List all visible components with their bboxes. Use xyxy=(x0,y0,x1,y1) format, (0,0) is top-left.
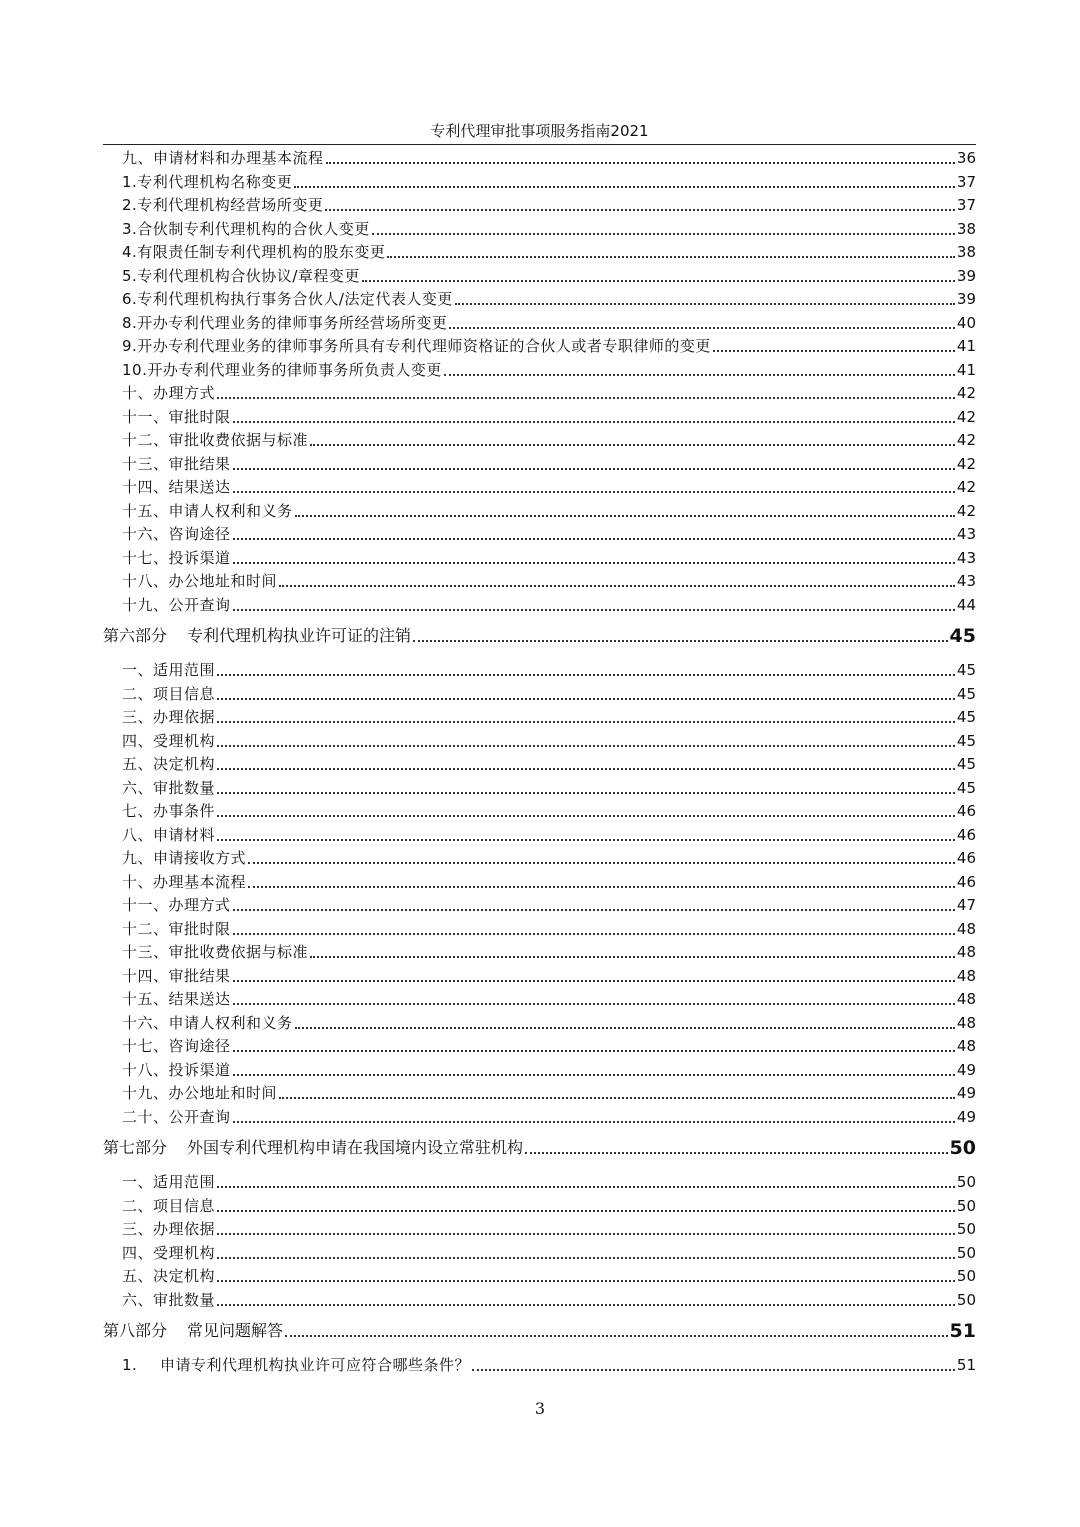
toc-entry[interactable] xyxy=(122,1060,976,1080)
toc-entry[interactable] xyxy=(122,289,976,309)
toc-entry-title: 十三、审批收费依据与标准 xyxy=(122,943,309,961)
toc-page-number: 51 xyxy=(956,1356,976,1374)
toc-entry[interactable] xyxy=(122,1290,976,1310)
toc-dot-leader xyxy=(217,674,955,676)
toc-dot-leader xyxy=(387,256,955,258)
toc-entry-title: 五、决定机构 xyxy=(122,755,216,773)
toc-page-number: 50 xyxy=(956,1196,976,1215)
toc-entry-title: 十、办理方式 xyxy=(122,384,216,402)
toc-entry[interactable] xyxy=(122,966,976,986)
toc-entry[interactable] xyxy=(122,707,976,727)
toc-dot-leader xyxy=(233,421,955,423)
toc-page-number: 45 xyxy=(956,661,976,679)
toc-page-number: 49 xyxy=(956,1060,976,1079)
toc-dot-leader xyxy=(372,233,955,235)
toc-part-heading[interactable] xyxy=(103,626,976,646)
toc-dot-leader xyxy=(233,1121,955,1123)
toc-dot-leader xyxy=(217,839,955,841)
toc-entry-title: 十七、投诉渠道 xyxy=(122,548,231,567)
toc-dot-leader xyxy=(217,1210,955,1212)
toc-page-number: 48 xyxy=(956,990,976,1008)
toc-entry-title: 四、受理机构 xyxy=(122,731,216,750)
toc-dot-leader xyxy=(248,862,955,864)
header-rule xyxy=(103,144,976,145)
toc-entry[interactable] xyxy=(122,571,976,591)
toc-entry[interactable] xyxy=(122,1107,976,1127)
toc-entry-title: 五、决定机构 xyxy=(122,1267,216,1285)
toc-page-number: 45 xyxy=(956,684,976,703)
toc-entry-title: 十九、办公地址和时间 xyxy=(122,1084,278,1102)
toc-page-number: 39 xyxy=(956,266,976,285)
toc-entry[interactable] xyxy=(122,1013,976,1033)
toc-dot-leader xyxy=(279,585,955,587)
toc-entry-title: 六、审批数量 xyxy=(122,1290,216,1309)
toc-dot-leader xyxy=(217,1257,955,1259)
toc-page-number: 46 xyxy=(956,872,976,891)
toc-page-number: 47 xyxy=(956,896,976,914)
toc-entry-title: 十二、审批收费依据与标准 xyxy=(122,431,309,449)
toc-entry-title: 十九、公开查询 xyxy=(122,595,231,614)
toc-dot-leader xyxy=(325,209,955,211)
toc-entry[interactable] xyxy=(122,1036,976,1056)
toc-entry-title: 十六、咨询途径 xyxy=(122,525,231,543)
toc-part-title: 专利代理机构执业许可证的注销 xyxy=(187,626,412,645)
toc-entry[interactable] xyxy=(122,313,976,333)
toc-entry-title: 十五、申请人权利和义务 xyxy=(122,501,293,520)
toc-dot-leader xyxy=(217,792,955,794)
toc-entry[interactable] xyxy=(122,872,976,892)
toc-page-number: 49 xyxy=(956,1084,976,1102)
toc-dot-leader xyxy=(472,1369,955,1371)
toc-dot-leader xyxy=(217,745,955,747)
toc-entry-title: 十四、审批结果 xyxy=(122,966,231,985)
toc-entry-title: 十五、结果送达 xyxy=(122,990,231,1008)
toc-page-number: 50 xyxy=(956,1243,976,1262)
toc-entry[interactable] xyxy=(122,801,976,821)
toc-entry[interactable] xyxy=(122,548,976,568)
toc-part-label: 第六部分 xyxy=(103,626,168,645)
toc-entry-title: 十七、咨询途径 xyxy=(122,1037,231,1055)
toc-dot-leader xyxy=(217,1280,955,1282)
toc-entry-number: 1. xyxy=(122,1356,138,1374)
toc-part-title: 常见问题解答 xyxy=(187,1321,284,1340)
toc-entry-title xyxy=(103,626,411,646)
toc-entry-title: 一、适用范围 xyxy=(122,1173,216,1191)
toc-page-number: 50 xyxy=(956,1220,976,1238)
toc-page-number: 37 xyxy=(956,196,976,214)
toc-entry-title xyxy=(122,1355,470,1375)
toc-entry-title: 3.合伙制专利代理机构的合伙人变更 xyxy=(122,219,370,238)
toc-entry[interactable] xyxy=(122,989,976,1009)
toc-entry[interactable] xyxy=(122,1243,976,1263)
toc-entry[interactable] xyxy=(122,524,976,544)
toc-entry-title: 二十、公开查询 xyxy=(122,1107,231,1126)
toc-entry-title: 七、办事条件 xyxy=(122,802,216,820)
toc-entry[interactable] xyxy=(122,148,976,168)
toc-page-number: 38 xyxy=(956,219,976,238)
toc-entry-title: 十八、投诉渠道 xyxy=(122,1060,231,1079)
toc-entry-title: 1.专利代理机构名称变更 xyxy=(122,172,293,191)
toc-page-number: 43 xyxy=(956,548,976,567)
toc-page-number: 37 xyxy=(956,172,976,191)
toc-dot-leader xyxy=(233,468,955,470)
toc-page-number: 45 xyxy=(956,755,976,773)
toc-entry-title: 十一、审批时限 xyxy=(122,407,231,426)
toc-part-label: 第七部分 xyxy=(103,1138,168,1157)
toc-dot-leader xyxy=(294,186,955,188)
toc-page-number: 50 xyxy=(949,1137,976,1159)
toc-entry-title: 四、受理机构 xyxy=(122,1243,216,1262)
toc-page-number: 50 xyxy=(956,1173,976,1191)
toc-entry-title xyxy=(103,1138,523,1158)
toc-dot-leader xyxy=(233,1003,955,1005)
toc-entry-text: 申请专利代理机构执业许可应符合哪些条件？ xyxy=(160,1356,471,1374)
toc-entry[interactable] xyxy=(122,660,976,680)
toc-entry[interactable] xyxy=(122,754,976,774)
toc-page-number: 46 xyxy=(956,849,976,867)
toc-dot-leader xyxy=(310,444,955,446)
toc-part-title: 外国专利代理机构申请在我国境内设立常驻机构 xyxy=(187,1138,524,1157)
toc-entry-title: 二、项目信息 xyxy=(122,684,216,703)
toc-page-number: 50 xyxy=(956,1290,976,1309)
toc-entry-title: 九、申请接收方式 xyxy=(122,849,247,867)
toc-dot-leader xyxy=(248,886,955,888)
toc-page-number: 46 xyxy=(956,825,976,844)
toc-entry[interactable] xyxy=(122,778,976,798)
toc-page-number: 45 xyxy=(956,731,976,750)
toc-entry[interactable] xyxy=(122,172,976,192)
toc-page-number: 42 xyxy=(956,384,976,402)
toc-entry-title: 十一、办理方式 xyxy=(122,896,231,914)
toc-dot-leader xyxy=(217,721,955,723)
toc-page-number: 43 xyxy=(956,525,976,543)
toc-entry[interactable] xyxy=(122,1355,976,1375)
toc-page-number: 45 xyxy=(956,708,976,726)
toc-entry-title: 十六、申请人权利和义务 xyxy=(122,1013,293,1032)
toc-page-number: 46 xyxy=(956,802,976,820)
toc-page-number: 42 xyxy=(956,407,976,426)
toc-dot-leader xyxy=(233,909,955,911)
toc-dot-leader xyxy=(217,397,955,399)
toc-entry[interactable] xyxy=(122,501,976,521)
toc-page-number: 45 xyxy=(956,778,976,797)
toc-dot-leader xyxy=(295,515,955,517)
toc-entry[interactable] xyxy=(122,242,976,262)
toc-page-number: 48 xyxy=(956,1013,976,1032)
toc-dot-leader xyxy=(233,562,955,564)
toc-dot-leader xyxy=(217,1304,955,1306)
toc-dot-leader xyxy=(525,1152,948,1154)
toc-entry-title: 6.专利代理机构执行事务合伙人/法定代表人变更 xyxy=(122,290,453,308)
toc-dot-leader xyxy=(233,609,955,611)
toc-entry[interactable] xyxy=(122,1172,976,1192)
toc-entry[interactable] xyxy=(122,266,976,286)
toc-entry-title: 十三、审批结果 xyxy=(122,454,231,473)
toc-dot-leader xyxy=(413,640,948,642)
toc-entry[interactable] xyxy=(122,1196,976,1216)
toc-page-number: 49 xyxy=(956,1107,976,1126)
toc-dot-leader xyxy=(444,374,955,376)
toc-dot-leader xyxy=(362,280,955,282)
toc-page-number: 48 xyxy=(956,1037,976,1055)
toc-entry-title: 4.有限责任制专利代理机构的股东变更 xyxy=(122,243,386,261)
toc-page-number: 44 xyxy=(956,595,976,614)
toc-entry-title xyxy=(103,1321,283,1341)
toc-entry[interactable] xyxy=(122,1083,976,1103)
toc-dot-leader xyxy=(310,956,955,958)
toc-entry[interactable] xyxy=(122,383,976,403)
toc-entry-title: 十二、审批时限 xyxy=(122,919,231,938)
toc-dot-leader xyxy=(279,1097,955,1099)
toc-entry[interactable] xyxy=(122,477,976,497)
toc-entry[interactable] xyxy=(122,895,976,915)
toc-page-number: 48 xyxy=(956,919,976,938)
toc-entry-title: 十四、结果送达 xyxy=(122,478,231,496)
toc-page-number: 42 xyxy=(956,501,976,520)
toc-dot-leader xyxy=(217,698,955,700)
toc-dot-leader xyxy=(233,933,955,935)
toc-page-number: 45 xyxy=(949,625,976,647)
toc-page-number: 41 xyxy=(956,360,976,379)
toc-entry-title: 十八、办公地址和时间 xyxy=(122,572,278,590)
toc-dot-leader xyxy=(326,162,955,164)
toc-dot-leader xyxy=(233,491,955,493)
toc-entry[interactable] xyxy=(122,336,976,356)
toc-part-heading[interactable] xyxy=(103,1138,976,1158)
toc-entry-title: 六、审批数量 xyxy=(122,778,216,797)
toc-dot-leader xyxy=(713,350,955,352)
toc-dot-leader xyxy=(217,815,955,817)
toc-entry-title: 10.开办专利代理业务的律师事务所负责人变更 xyxy=(122,360,442,379)
toc-entry[interactable] xyxy=(122,454,976,474)
toc-entry-title: 8.开办专利代理业务的律师事务所经营场所变更 xyxy=(122,313,448,332)
toc-dot-leader xyxy=(285,1335,948,1337)
toc-entry-title: 八、申请材料 xyxy=(122,825,216,844)
toc-entry[interactable] xyxy=(122,407,976,427)
toc-page-number: 42 xyxy=(956,478,976,496)
toc-entry[interactable] xyxy=(122,848,976,868)
page-number: 3 xyxy=(534,1399,546,1418)
toc-page-number: 39 xyxy=(956,290,976,308)
toc-dot-leader xyxy=(233,1074,955,1076)
toc-entry-title: 9.开办专利代理业务的律师事务所具有专利代理师资格证的合伙人或者专职律师的变更 xyxy=(122,337,711,355)
toc-entry[interactable] xyxy=(122,684,976,704)
page-header: 专利代理审批事项服务指南2021 xyxy=(430,122,649,140)
toc-dot-leader xyxy=(233,1050,955,1052)
toc-page-number: 42 xyxy=(956,431,976,449)
toc-entry-title: 二、项目信息 xyxy=(122,1196,216,1215)
toc-entry-title: 三、办理依据 xyxy=(122,1220,216,1238)
toc-entry-title: 2.专利代理机构经营场所变更 xyxy=(122,196,324,214)
toc-page-number: 42 xyxy=(956,454,976,473)
toc-entry-title: 九、申请材料和办理基本流程 xyxy=(122,149,324,167)
toc-entry[interactable] xyxy=(122,942,976,962)
toc-dot-leader xyxy=(217,768,955,770)
toc-page-number: 36 xyxy=(956,149,976,167)
toc-entry[interactable] xyxy=(122,919,976,939)
toc-dot-leader xyxy=(295,1027,955,1029)
toc-part-heading[interactable] xyxy=(103,1321,976,1341)
toc-entry[interactable] xyxy=(122,430,976,450)
toc-dot-leader xyxy=(233,980,955,982)
toc-dot-leader xyxy=(233,538,955,540)
toc-entry[interactable] xyxy=(122,360,976,380)
toc-dot-leader xyxy=(217,1233,955,1235)
toc-entry-title: 5.专利代理机构合伙协议/章程变更 xyxy=(122,266,360,285)
toc-page-number: 41 xyxy=(956,337,976,355)
toc-dot-leader xyxy=(455,303,955,305)
toc-entry-title: 三、办理依据 xyxy=(122,708,216,726)
toc-dot-leader xyxy=(449,327,955,329)
toc-dot-leader xyxy=(217,1186,955,1188)
toc-page-number: 48 xyxy=(956,943,976,961)
toc-entry[interactable] xyxy=(122,219,976,239)
toc-part-label: 第八部分 xyxy=(103,1321,168,1340)
toc-entry[interactable] xyxy=(122,195,976,215)
toc-page-number: 51 xyxy=(949,1320,976,1342)
toc-entry-title: 一、适用范围 xyxy=(122,661,216,679)
toc-entry[interactable] xyxy=(122,1266,976,1286)
toc-page-number: 43 xyxy=(956,572,976,590)
toc-entry[interactable] xyxy=(122,825,976,845)
toc-page-number: 50 xyxy=(956,1267,976,1285)
toc-page-number: 40 xyxy=(956,313,976,332)
toc-page-number: 38 xyxy=(956,243,976,261)
toc-entry[interactable] xyxy=(122,595,976,615)
toc-entry-title: 十、办理基本流程 xyxy=(122,872,247,891)
toc-entry[interactable] xyxy=(122,1219,976,1239)
toc-entry[interactable] xyxy=(122,731,976,751)
toc-page-number: 48 xyxy=(956,966,976,985)
